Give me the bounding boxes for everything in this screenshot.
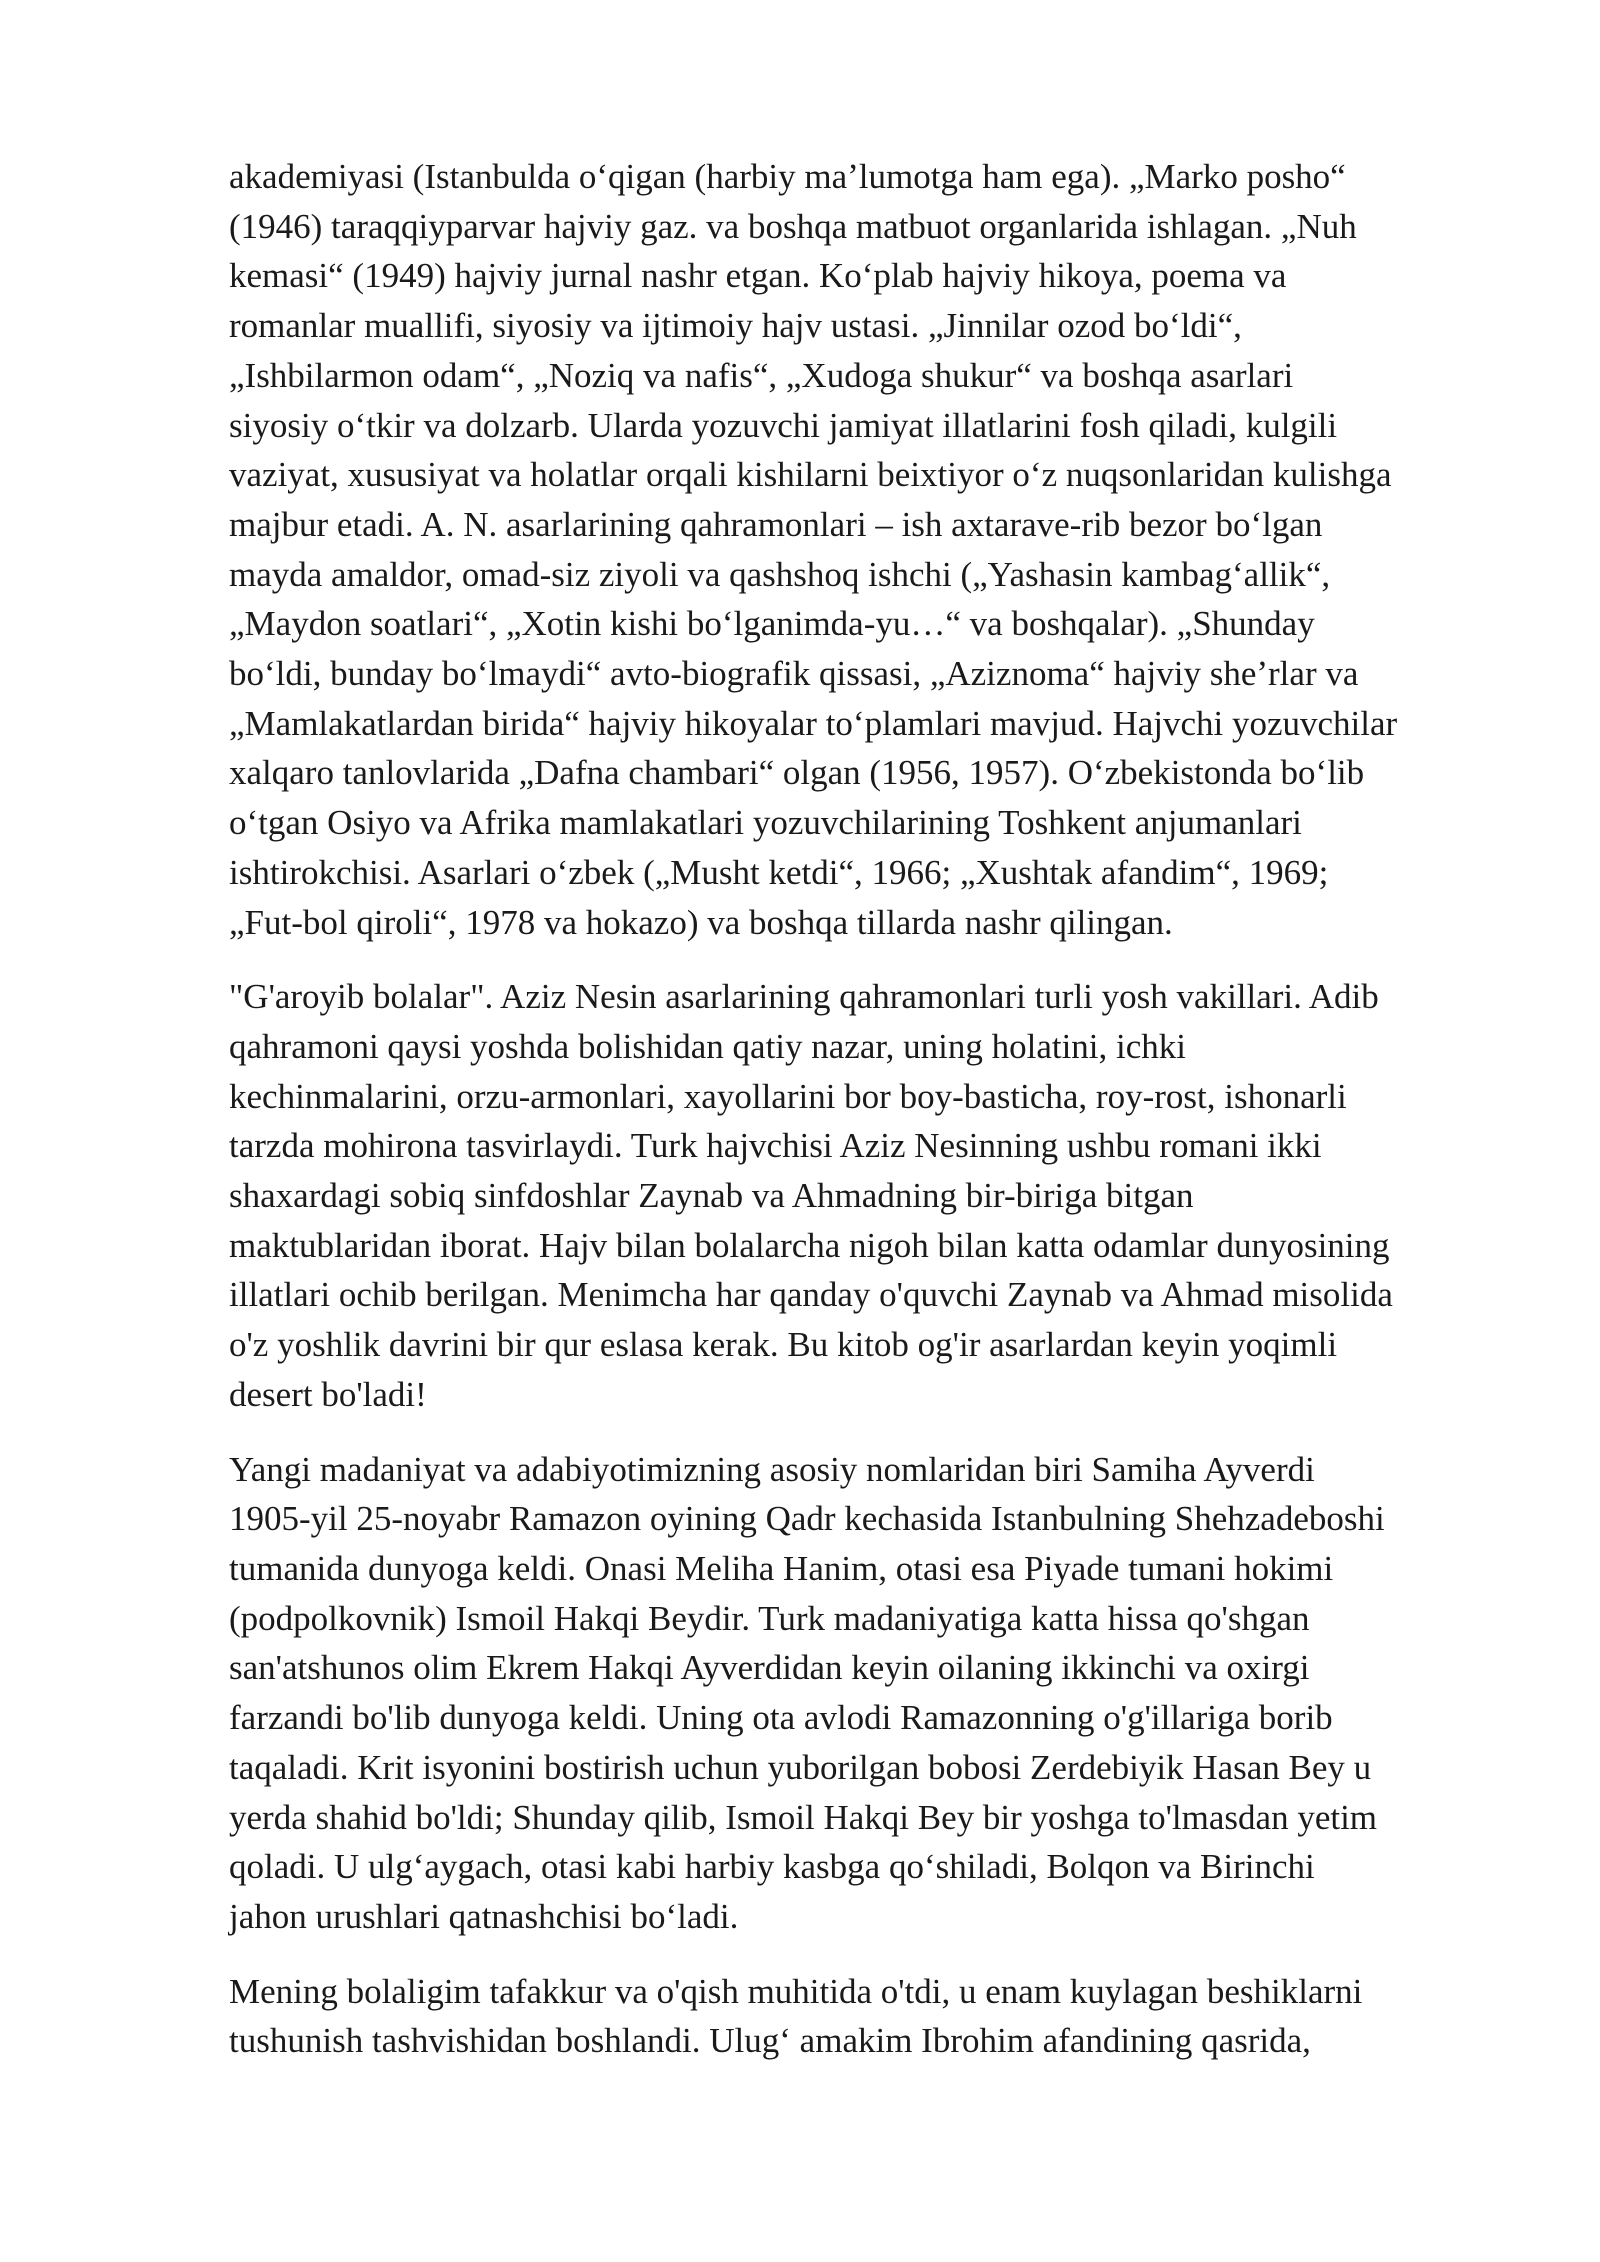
text-line: illatlari ochib berilgan. Menimcha har qanday o'quvchi Zaynab va Ahmad misolida	[229, 1275, 1393, 1315]
text-line: siyosiy oʻtkir va dolzarb. Ularda yozuvchi jamiyat illatlarini fosh qiladi, kulgili	[229, 405, 1338, 445]
text-line: shaxardagi sobiq sinfdoshlar Zaynab va Ahmadning bir-biriga bitgan	[229, 1176, 1194, 1216]
text-line: san'atshunos olim Ekrem Hakqi Ayverdidan keyin oilaning ikkinchi va oxirgi	[229, 1648, 1310, 1688]
text-line: kemasi“ (1949) hajviy jurnal nashr etgan. Koʻplab hajviy hikoya, poema va	[229, 256, 1287, 296]
text-line: maktublaridan iborat. Hajv bilan bolalarcha nigoh bilan katta odamlar dunyosining	[229, 1225, 1390, 1265]
text-line: majbur etadi. A. N. asarlarining qahramonlari – ish axtarave-rib bezor boʻlgan	[229, 504, 1323, 544]
text-line: o'z yoshlik davrini bir qur eslasa kerak. Bu kitob og'ir asarlardan keyin yoqimli	[229, 1325, 1338, 1365]
text-line: yerda shahid bo'ldi; Shunday qilib, Ismoil Hakqi Bey bir yoshga to'lmasdan yetim	[229, 1797, 1378, 1837]
paragraph-aziz-nesin-bio	[229, 152, 1499, 947]
text-line: mayda amaldor, omad-siz ziyoli va qashshoq ishchi („Yashasin kambagʻallik“,	[229, 554, 1331, 594]
text-line: qahramoni qaysi yoshda bolishidan qatiy nazar, uning holatini, ichki	[229, 1026, 1187, 1066]
text-line: akademiyasi (Istanbulda oʻqigan (harbiy maʼlumotga ham ega). „Marko posho“	[229, 157, 1346, 196]
text-line: „Fut-bol qiroli“, 1978 va hokazo) va boshqa tillarda nashr qilingan.	[229, 902, 1173, 942]
text-line: desert bo'ladi!	[229, 1374, 427, 1414]
text-line: vaziyat, xususiyat va holatlar orqali kishilarni beixtiyor oʻz nuqsonlaridan kulishga	[229, 455, 1392, 495]
text-line: romanlar muallifi, siyosiy va ijtimoiy hajv ustasi. „Jinnilar ozod boʻldi“,	[229, 306, 1242, 346]
text-line: (podpolkovnik) Ismoil Hakqi Beydir. Turk madaniyatiga katta hissa qo'shgan	[229, 1598, 1310, 1638]
text-line: tarzda mohirona tasvirlaydi. Turk hajvchisi Aziz Nesinning ushbu romani ikki	[229, 1126, 1322, 1166]
text-line: jahon urushlari qatnashchisi boʻladi.	[229, 1896, 739, 1936]
text-line: boʻldi, bunday boʻlmaydi“ avto-biografik qissasi, „Aziznoma“ hajviy sheʼrlar va	[229, 654, 1359, 694]
text-line: 1905-yil 25-noyabr Ramazon oyining Qadr kechasida Istanbulning Shehzadeboshi	[229, 1499, 1385, 1539]
text-line: tumanida dunyoga keldi. Onasi Meliha Hanim, otasi esa Piyade tumani hokimi	[229, 1548, 1334, 1588]
text-line: oʻtgan Osiyo va Afrika mamlakatlari yozuvchilarining Toshkent anjumanlari	[229, 803, 1302, 843]
text-line: Mening bolaligim tafakkur va o'qish muhitida o'tdi, u enam kuylagan beshiklarni	[229, 1971, 1363, 2011]
text-line: „Mamlakatlardan birida“ hajviy hikoyalar toʻplamlari mavjud. Hajvchi yozuvchilar	[229, 703, 1398, 743]
paragraph-mening-bolaligim	[229, 1967, 1499, 2066]
text-line: „Ishbilarmon odam“, „Noziq va nafis“, „Xudoga shukur“ va boshqa asarlari	[229, 355, 1294, 395]
text-line: qoladi. U ulgʻaygach, otasi kabi harbiy kasbga qoʻshiladi, Bolqon va Birinchi	[229, 1847, 1315, 1887]
paragraph-garoyib-bolalar	[229, 972, 1499, 1419]
text-line: kechinmalarini, orzu-armonlari, xayollarini bor boy-basticha, roy-rost, ishonarli	[229, 1076, 1347, 1116]
text-line: Yangi madaniyat va adabiyotimizning asosiy nomlaridan biri Samiha Ayverdi	[229, 1449, 1315, 1489]
text-line: (1946) taraqqiyparvar hajviy gaz. va boshqa matbuot organlarida ishlagan. „Nuh	[229, 206, 1357, 246]
text-line: „Maydon soatlari“, „Xotin kishi boʻlganimda-yu…“ va boshqalar). „Shunday	[229, 604, 1315, 644]
text-line: ishtirokchisi. Asarlari oʻzbek („Musht ketdi“, 1966; „Xushtak afandim“, 1969;	[229, 852, 1329, 892]
text-line: xalqaro tanlovlarida „Dafna chambari“ olgan (1956, 1957). Oʻzbekistonda boʻlib	[229, 753, 1365, 793]
paragraph-samiha-ayverdi	[229, 1445, 1499, 1942]
document-page	[229, 152, 1499, 2091]
text-line: taqaladi. Krit isyonini bostirish uchun yuborilgan bobosi Zerdebiyik Hasan Bey u	[229, 1747, 1372, 1787]
text-line: tushunish tashvishidan boshlandi. Ulugʻ amakim Ibrohim afandining qasrida,	[229, 2021, 1311, 2061]
text-line: farzandi bo'lib dunyoga keldi. Uning ota avlodi Ramazonning o'g'illariga borib	[229, 1698, 1333, 1738]
text-line: "G'aroyib bolalar". Aziz Nesin asarlarining qahramonlari turli yosh vakillari. Adib	[229, 977, 1379, 1017]
